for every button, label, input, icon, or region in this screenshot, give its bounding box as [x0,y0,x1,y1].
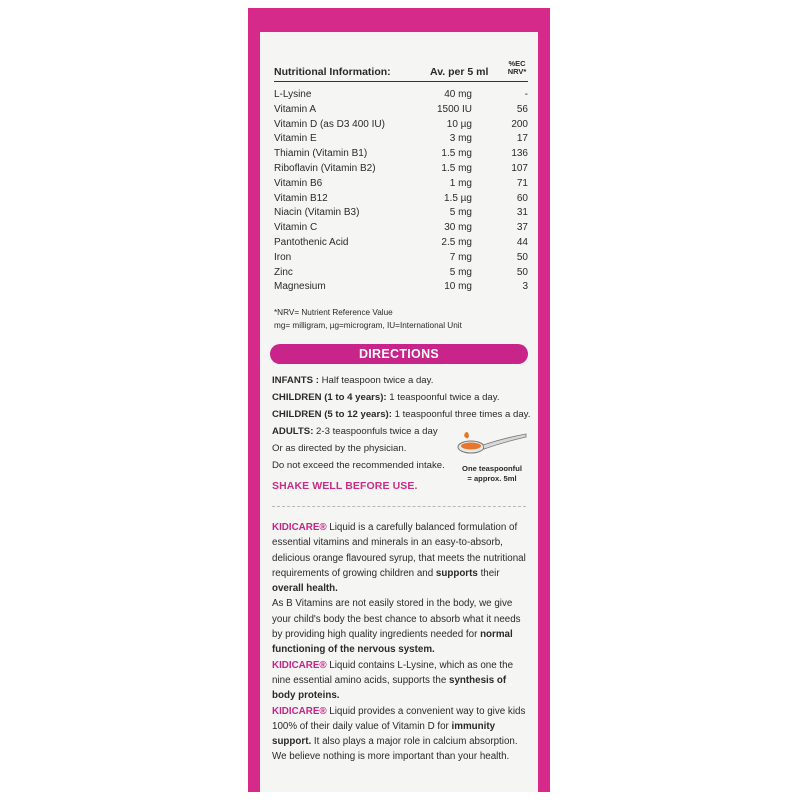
table-row [274,118,530,133]
nutrient-name: L-Lysine [274,89,312,100]
direction-text: 2-3 teaspoonfuls twice a day [313,426,438,437]
directions-heading: DIRECTIONS [270,344,528,364]
nutrient-name: Magnesium [274,281,326,293]
units-note: mg= milligram, µg=microgram, IU=International Unit [274,321,462,330]
nutrition-title: Nutritional Information: [274,66,391,78]
nutrient-nrv: 60 [516,192,528,204]
nutrient-name: Vitamin B6 [274,177,323,189]
direction-line [272,389,532,406]
table-row [274,251,530,266]
nutrient-amount: 5 mg [449,207,472,219]
nutrient-name: Pantothenic Acid [274,236,349,248]
section-divider [272,506,526,507]
description-paragraph-1: KIDICARE® Liquid is a carefully balanced formulation of essential vitamins and minerals in an easy-to-absorb, delicious orange flavoured syrup, that meets the nutritional requirements of growing children and supports their overall health. [272,522,526,595]
nutrient-nrv: 71 [516,177,528,189]
nutrient-name: Iron [274,251,292,263]
nutrient-nrv: 56 [516,103,528,115]
nutrition-footnote [274,306,462,332]
direction-label: CHILDREN (1 to 4 years): [272,392,387,403]
direction-label: INFANTS : [272,375,319,386]
table-row [274,236,530,251]
nutrient-nrv: 3 [522,281,528,293]
nutrition-header-rule [274,81,528,82]
direction-line [272,406,532,423]
nutrient-amount: 40 mg [444,89,472,100]
description-paragraph-2: As B Vitamins are not easily stored in the body, we give your child's body the best chance to absorb what it needs by providing high quality ingredients needed for normal functioning of the nervous system. [272,598,521,656]
nutrient-nrv: 50 [516,251,528,263]
nutrient-nrv: 107 [511,162,528,174]
nutrient-amount: 30 mg [444,222,472,234]
nrv-note: *NRV= Nutrient Reference Value [274,308,393,317]
direction-text: Half teaspoon twice a day. [318,375,434,386]
table-row [274,206,530,221]
spoon-caption: One teaspoonful = approx. 5ml [462,464,522,483]
nutrient-amount: 1.5 mg [441,148,472,160]
table-row [274,103,530,118]
table-row [274,221,530,236]
nutrient-name: Thiamin (Vitamin B1) [274,148,368,160]
nutrient-amount: 1.5 mg [441,162,472,174]
nutrition-header [274,59,530,86]
nutrition-per-column: Av. per 5 ml [430,66,489,78]
table-row [274,162,530,177]
nutrient-nrv: 200 [511,118,528,130]
nutrient-amount: 1.5 µg [443,192,472,204]
nutrient-nrv: 44 [516,236,528,248]
nutrient-name: Vitamin D (as D3 400 IU) [274,118,385,130]
nutrient-name: Vitamin C [274,222,318,234]
nutrient-amount: 7 mg [449,251,472,263]
nutrient-name: Vitamin B12 [274,192,328,204]
shake-warning: SHAKE WELL BEFORE USE. [272,480,418,492]
nutrient-amount: 10 mg [444,281,472,293]
nutrient-amount: 1500 IU [436,103,472,115]
teaspoon-icon [456,430,528,466]
table-row [274,88,530,103]
nutrient-nrv: - [524,89,528,100]
nutrient-nrv: 50 [516,266,528,278]
nutrition-table [274,88,530,295]
label-panel [260,32,538,792]
table-row [274,266,530,281]
nutrient-name: Zinc [274,266,293,278]
description-paragraph-3: KIDICARE® Liquid contains L-Lysine, which as one the nine essential amino acids, supports the synthesis of body proteins. [272,659,514,702]
direction-text: 1 teaspoonful twice a day. [386,392,500,403]
nutrient-name: Riboflavin (Vitamin B2) [274,162,376,174]
nutrition-nrv-column: %EC NRV* [507,59,527,76]
table-row [274,147,530,162]
direction-text: Do not exceed the recommended intake. [272,460,445,471]
direction-label: ADULTS: [272,426,314,437]
nutrient-nrv: 31 [516,207,528,219]
nutrient-amount: 5 mg [449,266,472,278]
nutrient-amount: 1 mg [449,177,472,189]
nutrient-amount: 2.5 mg [441,236,472,248]
description-paragraph-4: KIDICARE® Liquid provides a convenient way to give kids 100% of their daily value of Vitamin D for immunity support. It also plays a major role in calcium absorption. We believe nothing is more important than your health. [272,705,526,763]
table-row [274,132,530,147]
nutrient-name: Vitamin A [274,103,317,115]
table-row [274,192,530,207]
direction-label: CHILDREN (5 to 12 years): [272,409,392,420]
product-description [272,520,530,765]
nutrient-amount: 3 mg [449,133,472,145]
nutrient-nrv: 17 [516,133,528,145]
direction-text: Or as directed by the physician. [272,443,407,454]
nutrient-amount: 10 µg [446,118,472,130]
direction-line [272,372,532,389]
nutrient-nrv: 37 [516,222,528,234]
nutrient-nrv: 136 [511,148,528,160]
table-row [274,177,530,192]
direction-text: 1 teaspoonful three times a day. [391,409,531,420]
nutrient-name: Vitamin E [274,133,317,145]
nutrient-name: Niacin (Vitamin B3) [274,207,360,219]
table-row [274,280,530,295]
